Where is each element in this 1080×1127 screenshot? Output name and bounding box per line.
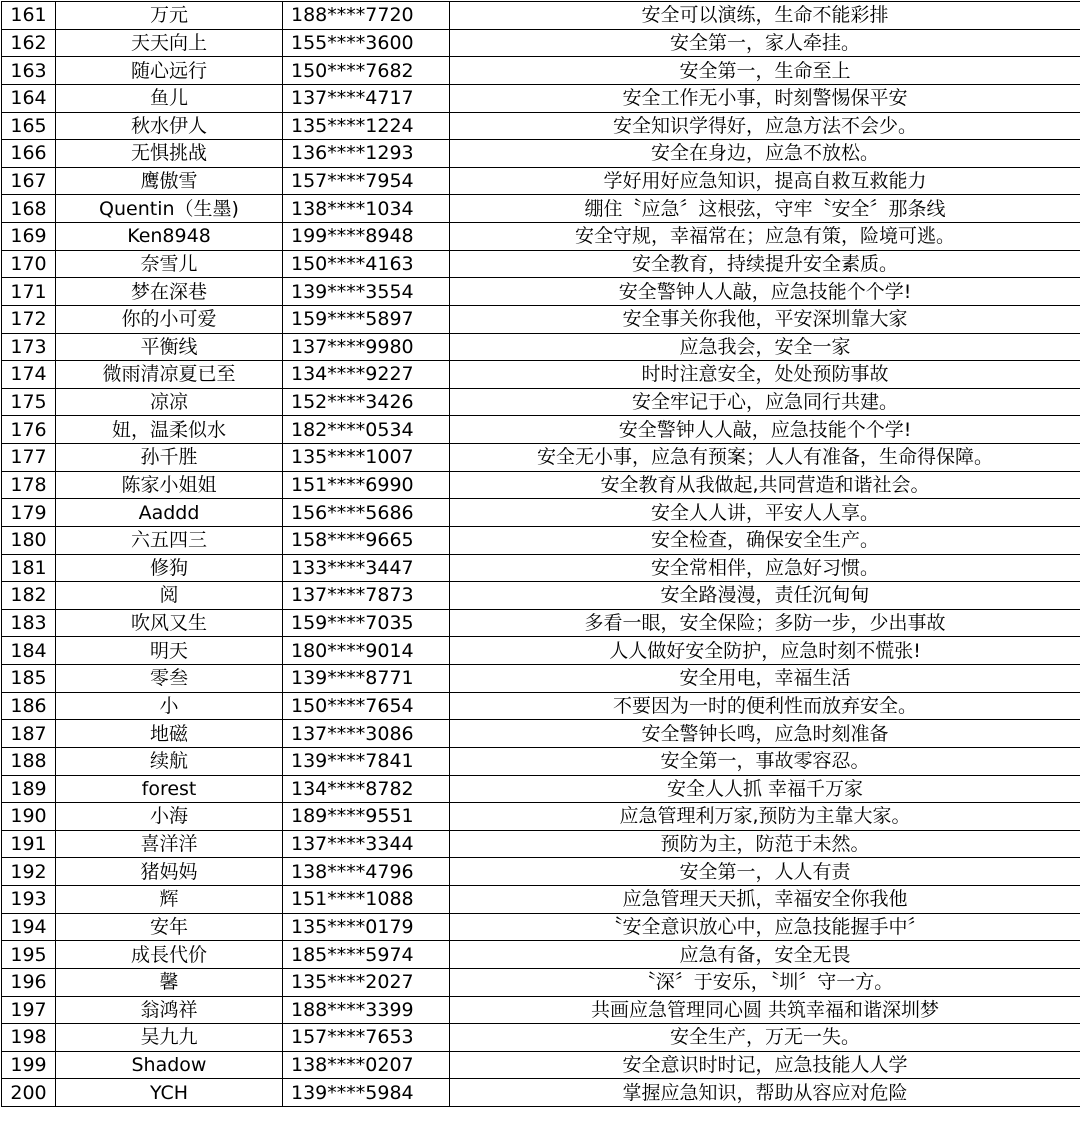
row-slogan-cell: 安全教育从我做起,共同营造和谐社会。 <box>450 471 1080 499</box>
row-name-cell: 无惧挑战 <box>56 140 283 168</box>
row-index-cell: 166 <box>2 140 56 168</box>
row-slogan-cell: 绷住〝应急〞这根弦，守牢〝安全〞那条线 <box>450 195 1080 223</box>
table-row <box>2 913 1080 941</box>
row-slogan-cell: 安全警钟人人敲，应急技能个个学! <box>450 416 1080 444</box>
row-index-cell: 181 <box>2 554 56 582</box>
table-row <box>2 57 1080 85</box>
row-phone-cell: 185****5974 <box>283 941 450 969</box>
row-phone-cell: 152****3426 <box>283 388 450 416</box>
table-row <box>2 886 1080 914</box>
row-slogan-cell: 安全生产，万无一失。 <box>450 1024 1080 1052</box>
row-index-cell: 179 <box>2 499 56 527</box>
row-name-cell: 翁鸿祥 <box>56 996 283 1024</box>
row-index-cell: 189 <box>2 775 56 803</box>
row-index-cell: 162 <box>2 29 56 57</box>
row-phone-cell: 188****7720 <box>283 2 450 30</box>
row-name-cell: 吹风又生 <box>56 609 283 637</box>
row-phone-cell: 189****9551 <box>283 803 450 831</box>
row-index-cell: 190 <box>2 803 56 831</box>
table-row <box>2 858 1080 886</box>
row-name-cell: Aaddd <box>56 499 283 527</box>
row-slogan-cell: 安全警钟长鸣，应急时刻准备 <box>450 720 1080 748</box>
table-row <box>2 416 1080 444</box>
table-row <box>2 692 1080 720</box>
row-index-cell: 177 <box>2 444 56 472</box>
table-row <box>2 554 1080 582</box>
row-phone-cell: 188****3399 <box>283 996 450 1024</box>
row-name-cell: 馨 <box>56 968 283 996</box>
row-phone-cell: 137****3344 <box>283 830 450 858</box>
table-row <box>2 747 1080 775</box>
row-phone-cell: 139****5984 <box>283 1079 450 1107</box>
table-row <box>2 665 1080 693</box>
row-slogan-cell: 安全守规，幸福常在；应急有策，险境可逃。 <box>450 223 1080 251</box>
row-name-cell: 续航 <box>56 747 283 775</box>
row-slogan-cell: 安全人人讲，平安人人享。 <box>450 499 1080 527</box>
row-index-cell: 191 <box>2 830 56 858</box>
table-row <box>2 195 1080 223</box>
row-index-cell: 163 <box>2 57 56 85</box>
row-name-cell: 天天向上 <box>56 29 283 57</box>
row-name-cell: Quentin（生墨) <box>56 195 283 223</box>
row-name-cell: 凉凉 <box>56 388 283 416</box>
row-index-cell: 169 <box>2 223 56 251</box>
table-row <box>2 84 1080 112</box>
row-index-cell: 173 <box>2 333 56 361</box>
row-name-cell: 喜洋洋 <box>56 830 283 858</box>
row-phone-cell: 150****7654 <box>283 692 450 720</box>
table-row <box>2 140 1080 168</box>
table-row <box>2 444 1080 472</box>
table-row <box>2 167 1080 195</box>
row-slogan-cell: 安全第一，家人牵挂。 <box>450 29 1080 57</box>
row-name-cell: 明天 <box>56 637 283 665</box>
table-row <box>2 361 1080 389</box>
row-name-cell: 辉 <box>56 886 283 914</box>
table-row <box>2 609 1080 637</box>
row-index-cell: 187 <box>2 720 56 748</box>
row-phone-cell: 157****7954 <box>283 167 450 195</box>
row-slogan-cell: 应急有备，安全无畏 <box>450 941 1080 969</box>
row-phone-cell: 151****1088 <box>283 886 450 914</box>
row-name-cell: 修狗 <box>56 554 283 582</box>
row-phone-cell: 159****5897 <box>283 305 450 333</box>
row-index-cell: 184 <box>2 637 56 665</box>
table-row <box>2 941 1080 969</box>
row-slogan-cell: 〝深〞于安乐，〝圳〞守一方。 <box>450 968 1080 996</box>
row-index-cell: 195 <box>2 941 56 969</box>
row-slogan-cell: 预防为主，防范于未然。 <box>450 830 1080 858</box>
row-phone-cell: 199****8948 <box>283 223 450 251</box>
row-index-cell: 180 <box>2 526 56 554</box>
row-name-cell: 孙千胜 <box>56 444 283 472</box>
row-name-cell: 万元 <box>56 2 283 30</box>
table-row <box>2 968 1080 996</box>
row-slogan-cell: 安全第一，人人有责 <box>450 858 1080 886</box>
row-index-cell: 171 <box>2 278 56 306</box>
row-index-cell: 185 <box>2 665 56 693</box>
entries-table <box>1 1 1080 1107</box>
row-phone-cell: 159****7035 <box>283 609 450 637</box>
table-row <box>2 720 1080 748</box>
row-name-cell: 陈家小姐姐 <box>56 471 283 499</box>
row-phone-cell: 180****9014 <box>283 637 450 665</box>
row-phone-cell: 136****1293 <box>283 140 450 168</box>
row-name-cell: 梦在深巷 <box>56 278 283 306</box>
row-name-cell: 地磁 <box>56 720 283 748</box>
row-name-cell: forest <box>56 775 283 803</box>
row-name-cell: 你的小可爱 <box>56 305 283 333</box>
row-slogan-cell: 时时注意安全，处处预防事故 <box>450 361 1080 389</box>
row-index-cell: 164 <box>2 84 56 112</box>
row-slogan-cell: 人人做好安全防护，应急时刻不慌张! <box>450 637 1080 665</box>
row-slogan-cell: 不要因为一时的便利性而放弃安全。 <box>450 692 1080 720</box>
row-index-cell: 196 <box>2 968 56 996</box>
row-index-cell: 182 <box>2 582 56 610</box>
row-slogan-cell: 安全事关你我他，平安深圳靠大家 <box>450 305 1080 333</box>
row-slogan-cell: 安全知识学得好，应急方法不会少。 <box>450 112 1080 140</box>
row-slogan-cell: 安全第一，生命至上 <box>450 57 1080 85</box>
row-name-cell: 零叁 <box>56 665 283 693</box>
row-index-cell: 192 <box>2 858 56 886</box>
table-row <box>2 112 1080 140</box>
row-name-cell: Shadow <box>56 1051 283 1079</box>
row-phone-cell: 134****9227 <box>283 361 450 389</box>
row-index-cell: 188 <box>2 747 56 775</box>
table-row <box>2 996 1080 1024</box>
row-phone-cell: 138****1034 <box>283 195 450 223</box>
row-slogan-cell: 安全意识时时记，应急技能人人学 <box>450 1051 1080 1079</box>
table-row <box>2 250 1080 278</box>
row-slogan-cell: 应急我会，安全一家 <box>450 333 1080 361</box>
row-phone-cell: 135****1224 <box>283 112 450 140</box>
row-phone-cell: 150****4163 <box>283 250 450 278</box>
row-phone-cell: 137****4717 <box>283 84 450 112</box>
row-slogan-cell: 〝安全意识放心中，应急技能握手中〞 <box>450 913 1080 941</box>
row-index-cell: 176 <box>2 416 56 444</box>
row-name-cell: 猪妈妈 <box>56 858 283 886</box>
table-row <box>2 471 1080 499</box>
row-phone-cell: 135****0179 <box>283 913 450 941</box>
table-row <box>2 388 1080 416</box>
row-slogan-cell: 安全无小事，应急有预案；人人有准备，生命得保障。 <box>450 444 1080 472</box>
row-phone-cell: 155****3600 <box>283 29 450 57</box>
row-slogan-cell: 安全人人抓 幸福千万家 <box>450 775 1080 803</box>
row-slogan-cell: 应急管理利万家,预防为主靠大家。 <box>450 803 1080 831</box>
row-phone-cell: 135****1007 <box>283 444 450 472</box>
row-index-cell: 170 <box>2 250 56 278</box>
row-slogan-cell: 学好用好应急知识，提高自救互救能力 <box>450 167 1080 195</box>
row-slogan-cell: 安全在身边，应急不放松。 <box>450 140 1080 168</box>
row-index-cell: 165 <box>2 112 56 140</box>
row-index-cell: 175 <box>2 388 56 416</box>
table-row <box>2 305 1080 333</box>
table-row <box>2 499 1080 527</box>
table-row <box>2 775 1080 803</box>
row-slogan-cell: 安全用电，幸福生活 <box>450 665 1080 693</box>
row-name-cell: 奈雪儿 <box>56 250 283 278</box>
row-name-cell: 六五四三 <box>56 526 283 554</box>
row-index-cell: 167 <box>2 167 56 195</box>
row-slogan-cell: 安全牢记于心，应急同行共建。 <box>450 388 1080 416</box>
row-index-cell: 200 <box>2 1079 56 1107</box>
row-slogan-cell: 安全检查，确保安全生产。 <box>450 526 1080 554</box>
row-index-cell: 178 <box>2 471 56 499</box>
row-phone-cell: 182****0534 <box>283 416 450 444</box>
row-phone-cell: 158****9665 <box>283 526 450 554</box>
row-name-cell: 鱼儿 <box>56 84 283 112</box>
table-row <box>2 803 1080 831</box>
row-phone-cell: 137****9980 <box>283 333 450 361</box>
row-name-cell: Ken8948 <box>56 223 283 251</box>
row-slogan-cell: 应急管理天天抓，幸福安全你我他 <box>450 886 1080 914</box>
row-index-cell: 193 <box>2 886 56 914</box>
row-index-cell: 168 <box>2 195 56 223</box>
row-phone-cell: 157****7653 <box>283 1024 450 1052</box>
row-index-cell: 186 <box>2 692 56 720</box>
row-name-cell: 微雨清凉夏已至 <box>56 361 283 389</box>
row-name-cell: 小 <box>56 692 283 720</box>
row-phone-cell: 151****6990 <box>283 471 450 499</box>
table-row <box>2 2 1080 30</box>
table-row <box>2 830 1080 858</box>
row-slogan-cell: 多看一眼，安全保险；多防一步，少出事故 <box>450 609 1080 637</box>
row-phone-cell: 139****8771 <box>283 665 450 693</box>
table-row <box>2 29 1080 57</box>
row-name-cell: 成長代价 <box>56 941 283 969</box>
row-index-cell: 161 <box>2 2 56 30</box>
row-name-cell: 随心远行 <box>56 57 283 85</box>
row-slogan-cell: 安全可以演练，生命不能彩排 <box>450 2 1080 30</box>
row-index-cell: 174 <box>2 361 56 389</box>
table-row <box>2 1051 1080 1079</box>
row-slogan-cell: 安全路漫漫，责任沉甸甸 <box>450 582 1080 610</box>
row-name-cell: 阅 <box>56 582 283 610</box>
row-phone-cell: 138****4796 <box>283 858 450 886</box>
row-index-cell: 197 <box>2 996 56 1024</box>
table-row <box>2 582 1080 610</box>
row-phone-cell: 138****0207 <box>283 1051 450 1079</box>
row-index-cell: 183 <box>2 609 56 637</box>
row-index-cell: 172 <box>2 305 56 333</box>
row-phone-cell: 156****5686 <box>283 499 450 527</box>
row-name-cell: 小海 <box>56 803 283 831</box>
table-body <box>2 2 1080 1107</box>
row-slogan-cell: 共画应急管理同心圆 共筑幸福和谐深圳梦 <box>450 996 1080 1024</box>
row-index-cell: 198 <box>2 1024 56 1052</box>
row-phone-cell: 139****7841 <box>283 747 450 775</box>
row-name-cell: 吴九九 <box>56 1024 283 1052</box>
row-slogan-cell: 掌握应急知识，帮助从容应对危险 <box>450 1079 1080 1107</box>
row-name-cell: 安年 <box>56 913 283 941</box>
row-slogan-cell: 安全警钟人人敲，应急技能个个学! <box>450 278 1080 306</box>
row-phone-cell: 135****2027 <box>283 968 450 996</box>
row-phone-cell: 133****3447 <box>283 554 450 582</box>
row-slogan-cell: 安全第一，事故零容忍。 <box>450 747 1080 775</box>
table-row <box>2 223 1080 251</box>
row-name-cell: 秋水伊人 <box>56 112 283 140</box>
row-name-cell: YCH <box>56 1079 283 1107</box>
table-row <box>2 278 1080 306</box>
row-phone-cell: 137****7873 <box>283 582 450 610</box>
row-slogan-cell: 安全常相伴，应急好习惯。 <box>450 554 1080 582</box>
table-row <box>2 526 1080 554</box>
row-name-cell: 妞，温柔似水 <box>56 416 283 444</box>
table-row <box>2 333 1080 361</box>
table-row <box>2 1024 1080 1052</box>
row-phone-cell: 137****3086 <box>283 720 450 748</box>
row-phone-cell: 150****7682 <box>283 57 450 85</box>
row-phone-cell: 139****3554 <box>283 278 450 306</box>
table-row <box>2 637 1080 665</box>
row-name-cell: 平衡线 <box>56 333 283 361</box>
table-row <box>2 1079 1080 1107</box>
row-phone-cell: 134****8782 <box>283 775 450 803</box>
row-slogan-cell: 安全工作无小事，时刻警惕保平安 <box>450 84 1080 112</box>
row-slogan-cell: 安全教育，持续提升安全素质。 <box>450 250 1080 278</box>
row-index-cell: 194 <box>2 913 56 941</box>
row-name-cell: 鹰傲雪 <box>56 167 283 195</box>
row-index-cell: 199 <box>2 1051 56 1079</box>
